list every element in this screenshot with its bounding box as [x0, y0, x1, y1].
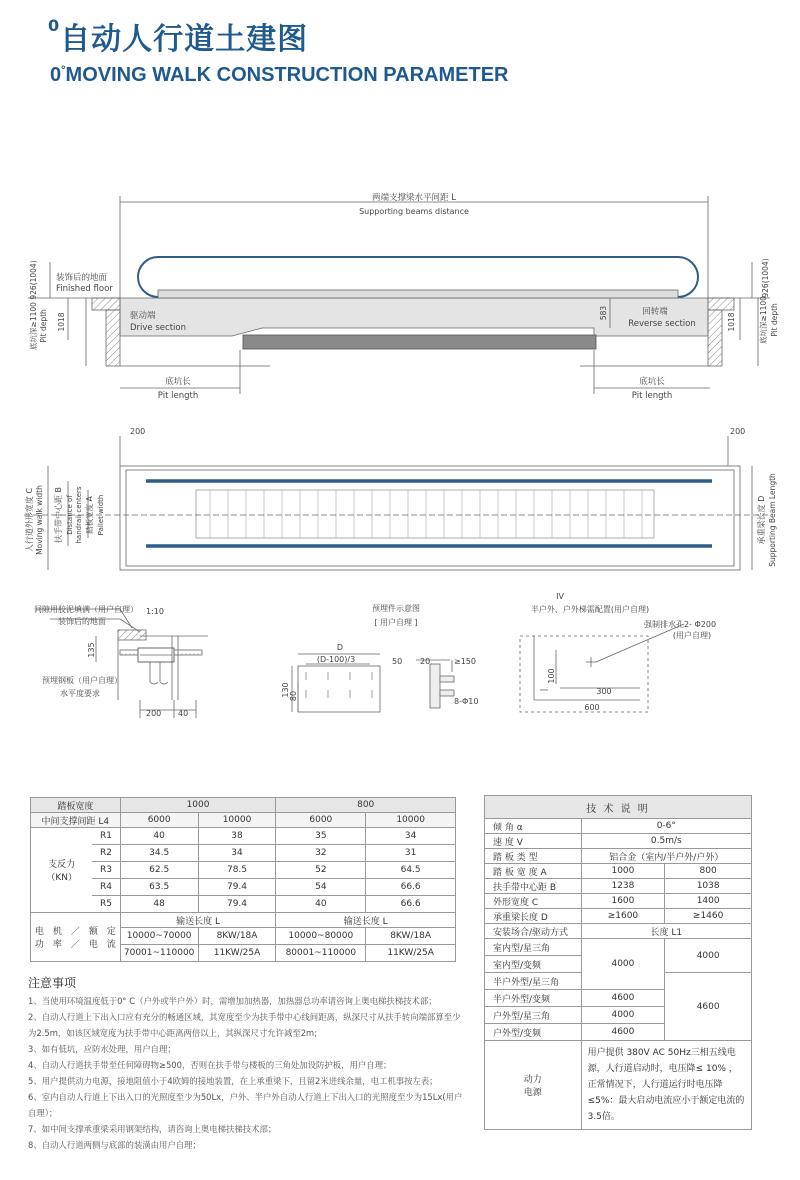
gap-label: 间隙用胶泥填满（用户自理）: [34, 605, 138, 614]
embed-dim-8phi: 8-Φ10: [454, 697, 479, 706]
len-out-vf: 4600: [581, 1024, 665, 1041]
tech-d-800: ≥1460: [665, 909, 752, 924]
row-r1-label: R1: [92, 828, 120, 845]
notes-section: [28, 975, 463, 1153]
tech-title: 技 术 说 明: [485, 796, 752, 819]
tech-speed-key: 速 度 V: [485, 834, 582, 849]
col-10000-a: 10000: [198, 813, 276, 828]
note-item-4: 4、自动人行道扶手带至任何障碍物≥500，否则在扶手带与楼板的三角处加设防护板，用户自理；: [28, 1060, 392, 1070]
elevation-view: [28, 196, 770, 394]
note-item-3: 3、如有低坑，应防水处理，用户自理；: [28, 1044, 176, 1054]
plan-dim-200-left: 200: [130, 427, 146, 436]
col-6000-a: 6000: [120, 813, 198, 828]
embed-dim-d100: (D-100)/3: [316, 655, 356, 664]
drive-label-cn: 驱动端: [130, 311, 156, 321]
r5-v2: 40: [276, 896, 366, 913]
row-r2-label: R2: [92, 845, 120, 862]
drain-label: 强制排水孔2- Φ200: [643, 620, 717, 629]
r2-v0: 34.5: [120, 845, 198, 862]
note-item-1: 1、当使用环境温度低于0° C（户外或半户外）时，需增加加热器，加热器总功率请咨询上奥电梯扶梯技术部；: [28, 996, 437, 1006]
row-r3-label: R3: [92, 862, 120, 879]
width-c-label-en: Moving walk width: [35, 485, 44, 555]
col-6000-b: 6000: [276, 813, 366, 828]
r5-v0: 48: [120, 896, 198, 913]
drain-iv: IV: [556, 592, 564, 601]
row-r5-label: R5: [92, 896, 120, 913]
w800-head: 800: [276, 798, 456, 813]
r3-v2: 52: [276, 862, 366, 879]
r2-v2: 32: [276, 845, 366, 862]
r4-v0: 63.5: [120, 879, 198, 896]
tech-speed-val: 0.5m/s: [581, 834, 751, 849]
motor-r1-c3: 8KW/18A: [366, 928, 456, 945]
dim-135: 135: [87, 642, 96, 658]
pit-depth-right-en: Pit depth: [770, 303, 779, 337]
r4-v2: 54: [276, 879, 366, 896]
support-force-head: 支反力 （KN）: [31, 828, 93, 913]
tech-c-1000: 1600: [581, 894, 665, 909]
tech-c-key: 外形宽度 C: [485, 894, 582, 909]
drain-labels: [531, 592, 716, 712]
length-head: 长度 L1: [581, 924, 751, 939]
notes-title: 注意事项: [28, 976, 77, 990]
motor-r2-c3: 11KW/25A: [366, 945, 456, 962]
install-semi-vf: 半户外型/变频: [485, 990, 582, 1007]
note-item-5: 5、用户提供动力电源，接地阻值小于4欧姆的接地装置，在上承重梁下，且留2米进线余量，电工机事按左表；: [28, 1076, 438, 1086]
tech-pallet-type-key: 踏 板 类 型: [485, 849, 582, 864]
embed-sub: [ 用户自理 ]: [374, 618, 418, 627]
width-c-label-cn: 人行道外形宽度 C: [25, 487, 34, 553]
power-head: 动力 电源: [485, 1041, 582, 1130]
motor-r1-c1: 8KW/18A: [198, 928, 276, 945]
motor-r2-c2: 80001~110000: [276, 945, 366, 962]
page-title: $^0$自动人行道土建图: [48, 16, 309, 57]
mid-support-head: 中间支撑间距 L4: [31, 813, 121, 828]
plan-dim-200-right: 200: [730, 427, 746, 436]
dim-1018-left: 1018: [57, 312, 66, 332]
col-10000-b: 10000: [366, 813, 456, 828]
r5-v3: 66.6: [366, 896, 456, 913]
pit-length-right-cn: 底坑长: [639, 377, 665, 387]
note-item-8: 8、自动人行道两侧与底部的装潢由用户自理；: [28, 1140, 201, 1150]
w1000-head: 1000: [120, 798, 276, 813]
len-indoor-1000: 4000: [581, 939, 665, 990]
r4-v3: 66.6: [366, 879, 456, 896]
r4-v1: 79.4: [198, 879, 276, 896]
pit-depth-left-cn: 底坑深≥1100: [29, 302, 38, 350]
pit-depth-right-cn: 底坑深≥1100: [759, 296, 768, 344]
motor-head: 电 机 ／ 额 定 功 率 ／ 电 流: [31, 913, 121, 962]
drain-detail: [520, 624, 684, 712]
len-out-star: 4000: [581, 1007, 665, 1024]
dim-926-left: 926(1004): [29, 260, 38, 300]
tech-a-key: 踏 板 宽 度 A: [485, 864, 582, 879]
install-indoor-star: 室内型/星三角: [485, 939, 582, 956]
center-b-label-cn: 扶手带中心距 B: [54, 486, 63, 544]
scale-label: 1:10: [146, 607, 164, 616]
motor-r2-c1: 11KW/25A: [198, 945, 276, 962]
finished-floor-label-cn: 装饰后的地面: [56, 273, 108, 283]
r3-v3: 64.5: [366, 862, 456, 879]
tech-b-1000: 1238: [581, 879, 665, 894]
motor-r1-c0: 10000~70000: [120, 928, 198, 945]
r2-v1: 34: [198, 845, 276, 862]
tech-d-key: 承重梁长度 D: [485, 909, 582, 924]
dim-926-right: 926(1004): [761, 258, 770, 298]
embed-title: 预埋件示意图: [372, 604, 420, 613]
drive-label-en: Drive section: [130, 323, 186, 333]
tech-a-800: 800: [665, 864, 752, 879]
tech-b-key: 扶手带中心距 B: [485, 879, 582, 894]
r1-v0: 40: [120, 828, 198, 845]
tech-spec-table: [484, 795, 752, 1130]
tech-b-800: 1038: [665, 879, 752, 894]
r3-v0: 62.5: [120, 862, 198, 879]
tech-a-1000: 1000: [581, 864, 665, 879]
convey-len-a: 输送长度 L: [120, 913, 276, 928]
plate-label: 预埋钢板（用户自理）: [42, 676, 122, 685]
len-semi-vf: 4600: [581, 990, 665, 1007]
embed-dim-d: D: [336, 643, 344, 652]
r1-v1: 38: [198, 828, 276, 845]
center-b-label-en1: Distance of: [66, 495, 74, 535]
embed-dim-20: 20: [420, 657, 431, 666]
level-label: 水平度要求: [60, 689, 100, 698]
motor-r1-c2: 10000~80000: [276, 928, 366, 945]
r3-v1: 78.5: [198, 862, 276, 879]
dim-1018-right: 1018: [727, 312, 736, 332]
embed-dim-150: ≥150: [454, 657, 476, 666]
reverse-label-cn: 回转端: [642, 307, 668, 317]
floor-label: 装饰后的地面: [58, 617, 106, 626]
drain-sub: (用户自理): [672, 631, 712, 640]
drain-dim-600: 600: [584, 703, 600, 712]
install-semi-star: 半户外型/星三角: [485, 973, 582, 990]
note-item-6: 6、室内自动人行道上下出入口的光照度至少为50Lx，户外、半户外自动人行道上下出入口的光照度至少为15Lx(用户自理）；: [28, 1092, 463, 1118]
pallet-width-head: 踏板宽度: [31, 798, 121, 813]
pallet-a-label-cn: 踏板宽度 A: [85, 496, 94, 534]
dim-583: 583: [599, 305, 608, 321]
len-indoor-800: 4000: [665, 939, 752, 973]
tech-angle-val: 0-6°: [581, 819, 751, 834]
row-r4-label: R4: [92, 879, 120, 896]
pit-length-left-en: Pit length: [157, 391, 199, 401]
beam-distance-label-cn: 两端支撑梁水平间距 L: [372, 193, 456, 203]
embed-dim-130: 130: [281, 682, 290, 698]
tech-pallet-type-val: 铝合金（室内/半户外/户外）: [581, 849, 751, 864]
install-out-vf: 户外型/变频: [485, 1024, 582, 1041]
center-b-label-en2: handrail centers: [75, 486, 83, 544]
r1-v2: 35: [276, 828, 366, 845]
section-dim-40: 40: [178, 709, 189, 718]
embed-dim-50: 50: [392, 657, 403, 666]
beam-d-label-en: Supporting Beam Length: [768, 473, 777, 567]
page-subtitle: 0°MOVING WALK CONSTRUCTION PARAMETER: [50, 64, 509, 86]
tech-angle-key: 倾 角 α: [485, 819, 582, 834]
r5-v1: 79.4: [198, 896, 276, 913]
install-out-star: 户外型/星三角: [485, 1007, 582, 1024]
drain-dim-300: 300: [596, 687, 612, 696]
install-indoor-vf: 室内型/变频: [485, 956, 582, 973]
motor-r2-c0: 70001~110000: [120, 945, 198, 962]
plan-view: [24, 436, 770, 570]
install-head: 安装场合/驱动方式: [485, 924, 582, 939]
tech-d-1000: ≥1600: [581, 909, 665, 924]
convey-len-b: 输送长度 L: [276, 913, 456, 928]
note-item-7: 7、如中间支撑承重梁采用钢架结构，请咨询上奥电梯扶梯技术部；: [28, 1124, 277, 1134]
tech-c-800: 1400: [665, 894, 752, 909]
reverse-label-en: Reverse section: [628, 319, 696, 329]
power-text: 用户提供 380V AC 50Hz三相五线电源，人行道启动时，电压降≤ 10% ，正常情况下，人行道运行时电压降≤5%：最大启动电流应小于额定电流的3.5倍。: [581, 1041, 751, 1130]
beam-d-label-cn: 承重梁长度 D: [757, 495, 766, 545]
r1-v3: 34: [366, 828, 456, 845]
pit-length-right-en: Pit length: [631, 391, 673, 401]
pit-depth-left-en: Pit depth: [39, 309, 48, 343]
len-outdoor-800: 4600: [665, 973, 752, 1041]
pit-length-left-cn: 底坑长: [165, 377, 191, 387]
note-item-2: 2、自动人行道上下出入口应有充分的畅通区域，其宽度至少为扶手带中心线间距离，纵深尺寸从扶手转向端部算至少为2.5m，如该区域宽度为扶手带中心距离两倍以上，其纵深尺寸允许减至2m;: [28, 1012, 461, 1038]
beam-distance-label-en: Supporting beams distance: [359, 207, 469, 216]
pallet-a-label-en: Pallet width: [97, 494, 105, 536]
section-dim-200: 200: [146, 709, 162, 718]
finished-floor-label-en: Finished floor: [56, 284, 113, 294]
drain-dim-100: 100: [547, 668, 556, 684]
load-table: [30, 797, 456, 962]
outdoor-label: 半户外、户外梯需配置(用户自理): [530, 605, 650, 614]
r2-v3: 31: [366, 845, 456, 862]
embed-dim-80: 80: [289, 690, 298, 702]
